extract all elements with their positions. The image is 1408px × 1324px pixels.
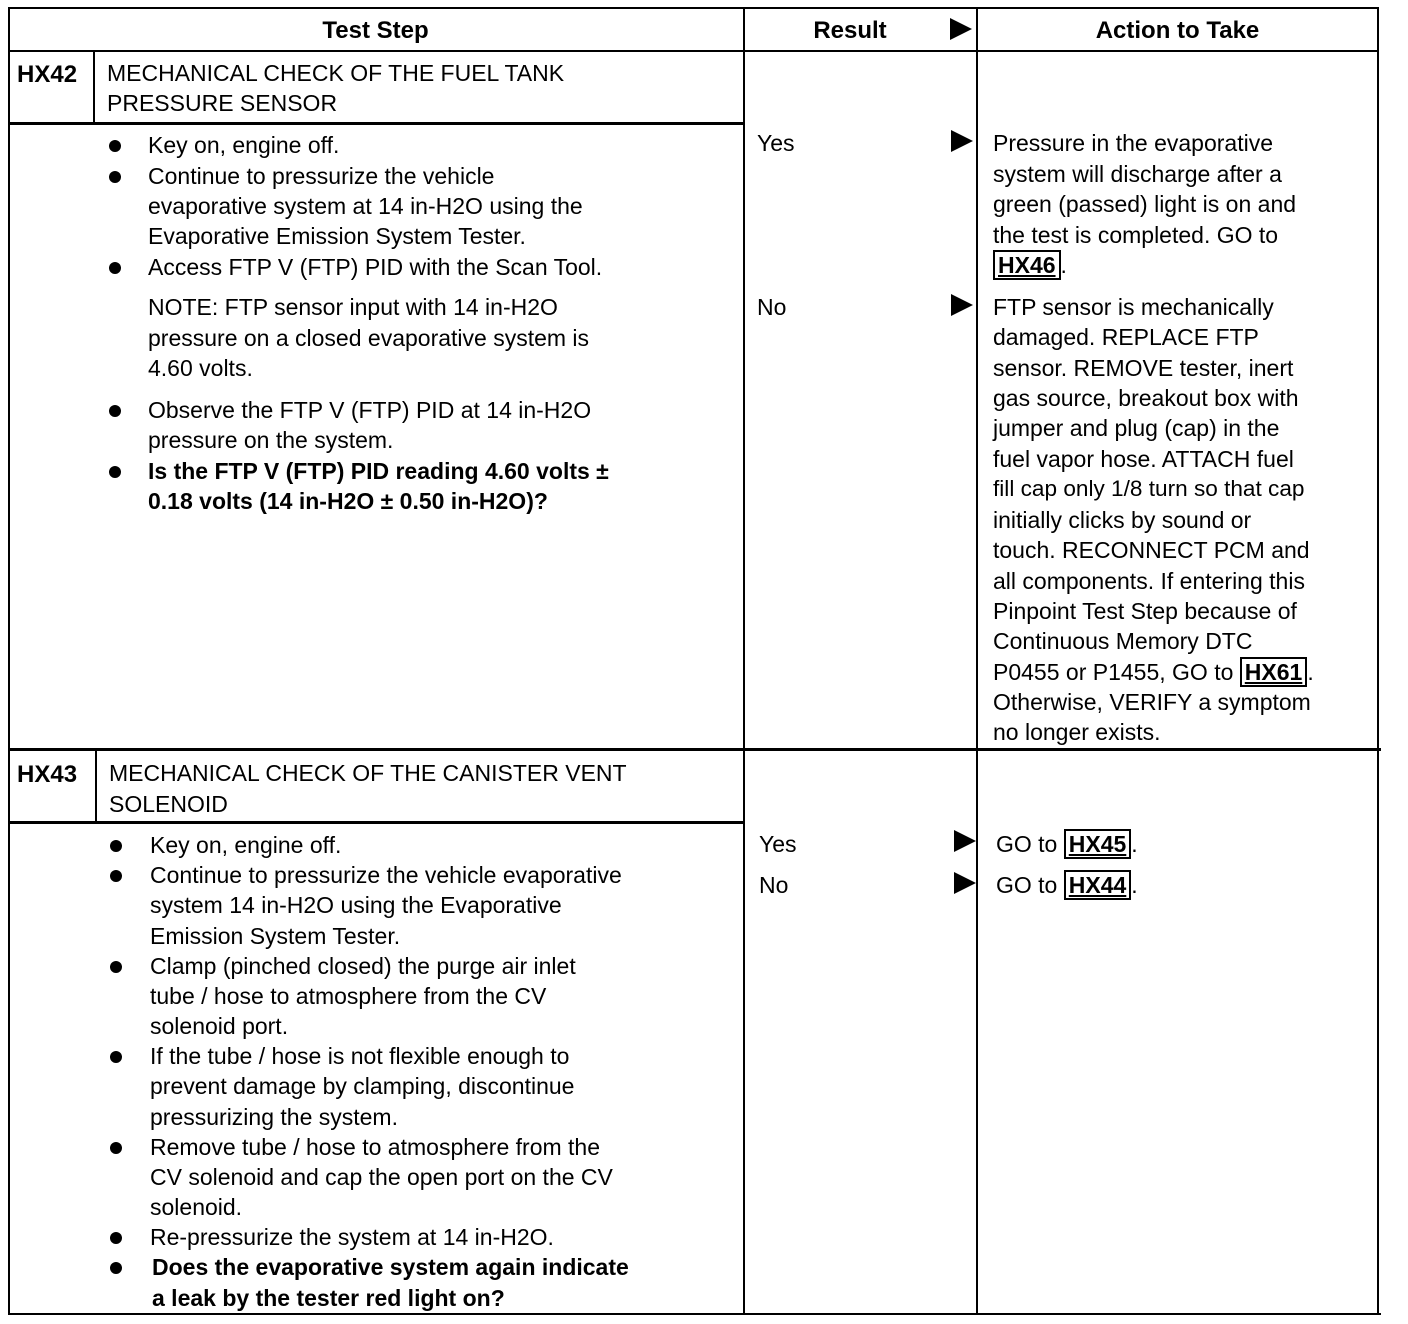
header-action: Action to Take — [1095, 17, 1260, 44]
list-item: tube / hose to atmosphere from the CV — [150, 983, 547, 1009]
bullet-icon — [110, 870, 122, 882]
arrow-icon — [954, 830, 976, 852]
list-item: Continue to pressurize the vehicle evaporative — [150, 862, 622, 888]
arrow-icon — [951, 294, 973, 316]
bullet-icon — [109, 140, 121, 152]
action-text: fuel vapor hose. ATTACH fuel — [993, 446, 1294, 472]
action-text: FTP sensor is mechanically — [993, 294, 1274, 320]
list-item: Evaporative Emission System Tester. — [148, 223, 526, 249]
ref-link-hx61[interactable]: HX61 — [1240, 657, 1308, 687]
arrow-icon — [954, 872, 976, 894]
action-text: GO to — [996, 831, 1058, 857]
list-item: prevent damage by clamping, discontinue — [150, 1073, 575, 1099]
step-title-hx43-line1: MECHANICAL CHECK OF THE CANISTER VENT — [109, 760, 627, 786]
header-test-step: Test Step — [322, 17, 429, 44]
bullet-icon — [110, 1232, 122, 1244]
action-text: P0455 or P1455, GO to — [993, 659, 1234, 685]
bullet-icon — [110, 1142, 122, 1154]
action-text: damaged. REPLACE FTP — [993, 324, 1259, 350]
step-title-hx43-line2: SOLENOID — [109, 791, 228, 817]
ref-link-hx45[interactable]: HX45 — [1064, 829, 1132, 859]
step-title-hx42-line2: PRESSURE SENSOR — [107, 90, 338, 116]
action-text: no longer exists. — [993, 719, 1161, 745]
list-item: evaporative system at 14 in-H2O using the — [148, 193, 583, 219]
question-text: Is the FTP V (FTP) PID reading 4.60 volts ± — [148, 458, 609, 484]
list-item: solenoid port. — [150, 1013, 289, 1039]
list-item: Continue to pressurize the vehicle — [148, 163, 495, 189]
action-text: Continuous Memory DTC — [993, 628, 1253, 654]
action-text: Pressure in the evaporative — [993, 130, 1273, 156]
question-text: Does the evaporative system again indicate — [152, 1254, 629, 1280]
step-id-hx43: HX43 — [17, 761, 78, 788]
list-item: CV solenoid and cap the open port on the CV — [150, 1164, 613, 1190]
note-text: NOTE: FTP sensor input with 14 in-H2O — [148, 294, 558, 320]
header-result: Result — [813, 17, 887, 44]
action-ref-line: HX46 . — [993, 250, 1067, 280]
bullet-icon — [110, 961, 122, 973]
question-text: 0.18 volts (14 in-H2O ± 0.50 in-H2O)? — [148, 488, 548, 514]
ref-link-hx46[interactable]: HX46 — [993, 250, 1061, 280]
list-item: pressure on the system. — [148, 427, 394, 453]
action-ref-line: P0455 or P1455, GO to HX61 . — [993, 659, 1314, 685]
list-item: Access FTP V (FTP) PID with the Scan Tool. — [148, 254, 603, 280]
bullet-icon — [109, 405, 121, 417]
action-text: fill cap only 1/8 turn so that cap — [993, 476, 1305, 501]
action-text: sensor. REMOVE tester, inert — [993, 355, 1294, 381]
result-yes: Yes — [757, 130, 795, 156]
list-item: Key on, engine off. — [148, 132, 340, 158]
action-ref-line: GO to HX44 . — [996, 872, 1138, 898]
action-text: touch. RECONNECT PCM and — [993, 537, 1310, 563]
list-item: system 14 in-H2O using the Evaporative — [150, 892, 562, 918]
bullet-icon — [110, 1051, 122, 1063]
action-text: initially clicks by sound or — [993, 507, 1252, 533]
action-ref-line: GO to HX45 . — [996, 831, 1138, 857]
action-text: GO to — [996, 872, 1058, 898]
result-no: No — [759, 872, 789, 898]
list-item: Remove tube / hose to atmosphere from the — [150, 1134, 601, 1160]
bullet-icon — [110, 840, 122, 852]
result-yes: Yes — [759, 831, 797, 857]
action-text: gas source, breakout box with — [993, 385, 1299, 411]
list-item: pressurizing the system. — [150, 1104, 398, 1130]
step-title-hx42-line1: MECHANICAL CHECK OF THE FUEL TANK — [107, 60, 565, 86]
arrow-icon — [951, 130, 973, 152]
list-item: Observe the FTP V (FTP) PID at 14 in-H2O — [148, 397, 592, 423]
list-item: If the tube / hose is not flexible enough to — [150, 1043, 570, 1069]
bullet-icon — [109, 171, 121, 183]
note-text: pressure on a closed evaporative system is — [148, 325, 590, 351]
bullet-icon — [109, 262, 121, 274]
list-item: solenoid. — [150, 1194, 243, 1220]
header-arrow-icon — [950, 18, 972, 40]
question-text: a leak by the tester red light on? — [152, 1285, 505, 1311]
list-item: Key on, engine off. — [150, 832, 342, 858]
action-text: green (passed) light is on and — [993, 191, 1297, 217]
note-text: 4.60 volts. — [148, 355, 253, 381]
list-item: Emission System Tester. — [150, 923, 401, 949]
result-no: No — [757, 294, 787, 320]
step-id-hx42: HX42 — [17, 61, 78, 88]
action-text: Otherwise, VERIFY a symptom — [993, 689, 1311, 715]
list-item: Re-pressurize the system at 14 in-H2O. — [150, 1224, 554, 1250]
list-item: Clamp (pinched closed) the purge air inlet — [150, 953, 576, 979]
action-text: jumper and plug (cap) in the — [993, 415, 1280, 441]
bullet-icon — [109, 466, 121, 478]
action-text: the test is completed. GO to — [993, 222, 1279, 248]
bullet-icon — [110, 1262, 122, 1274]
ref-link-hx44[interactable]: HX44 — [1064, 870, 1132, 900]
action-text: system will discharge after a — [993, 161, 1282, 187]
action-text: Pinpoint Test Step because of — [993, 598, 1297, 624]
action-text: all components. If entering this — [993, 568, 1305, 594]
